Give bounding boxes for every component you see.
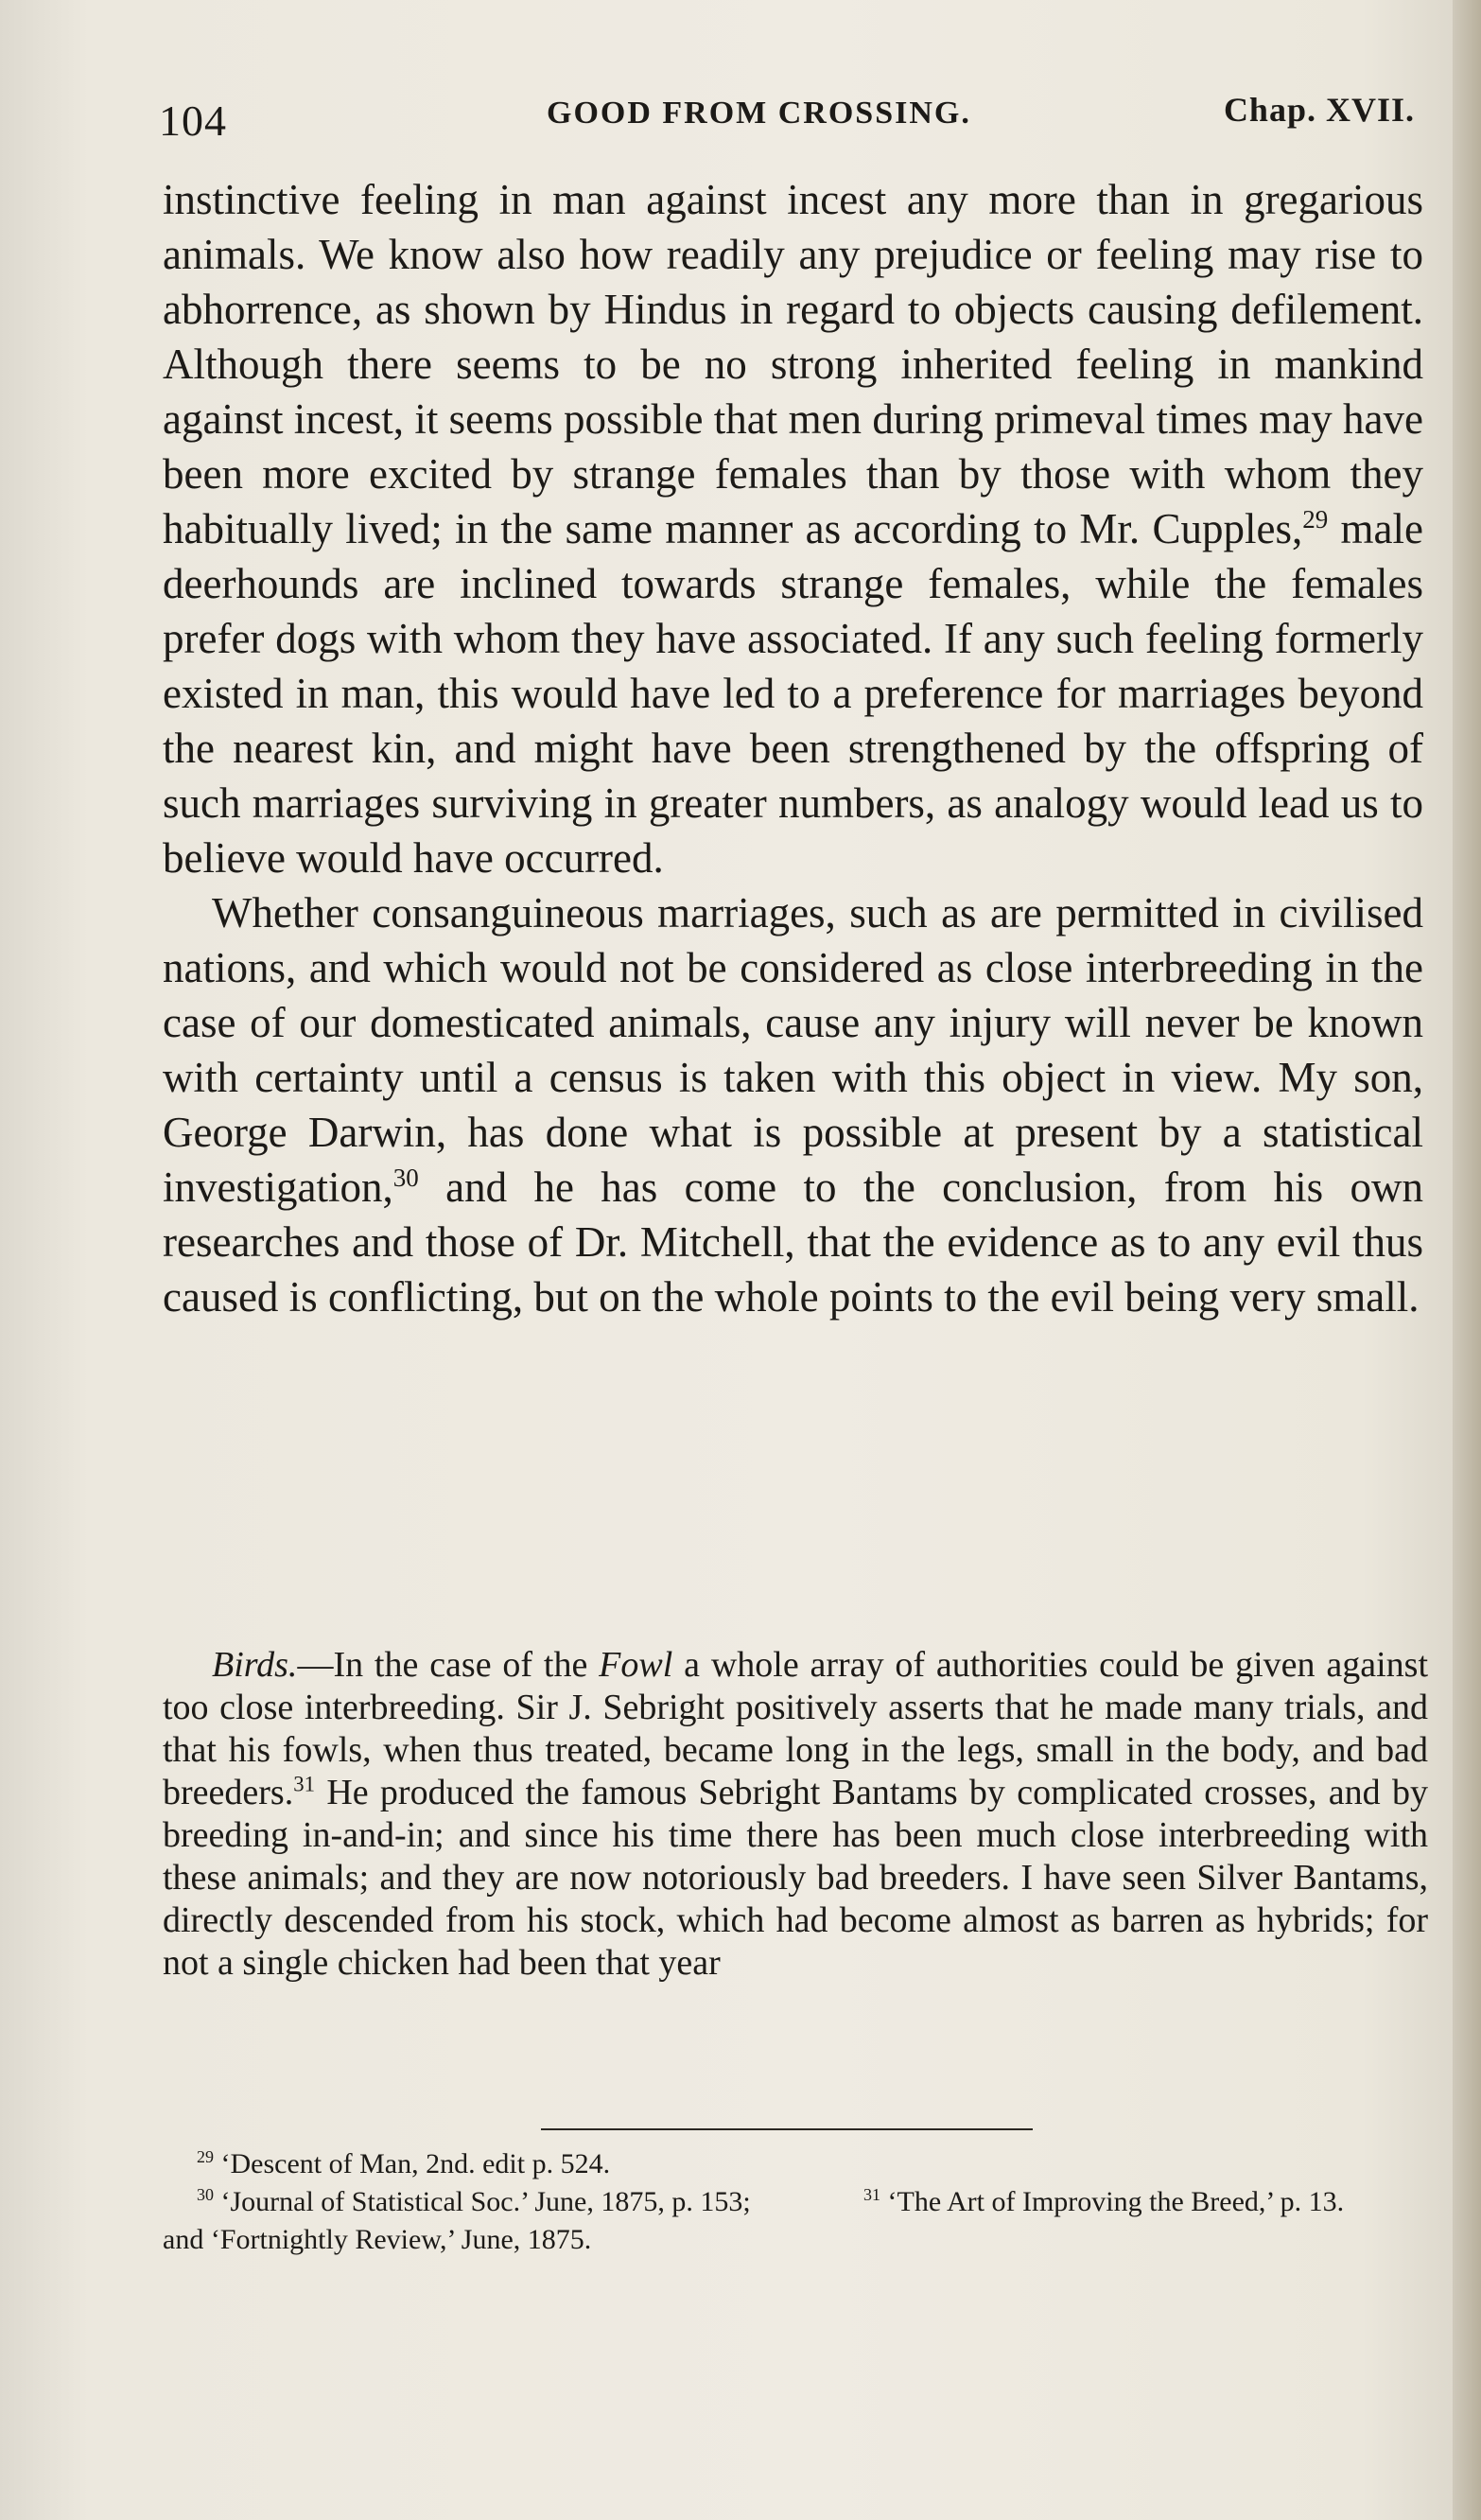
footnote-column-left (163, 2145, 758, 2259)
footnote-ref-29[interactable]: 29 (1302, 505, 1329, 534)
footnote-ref-31[interactable]: 31 (293, 1772, 315, 1796)
paragraph-text: a whole array of authorities could be given against too close interbreeding. Sir J. Sebright positively asserts that he made many trials, and that his fowls, when thus treated, became long in the legs, small in the body, and bad breeders. (163, 1645, 1429, 1812)
footnote-30 (163, 2183, 758, 2259)
paragraph (163, 1644, 1428, 1985)
paragraph (163, 885, 1423, 1324)
paragraph-text: Whether consanguineous marriages, such as are permitted in civilised nations, and which would not be considered as close interbreeding in the case of our domesticated animals, cause any injury will never be known with certainty until a census is taken with this object in view. My son, George Darwin, has done what is possible at present by a statistical investigation, (163, 889, 1423, 1211)
running-title: GOOD FROM CROSSING. (547, 96, 971, 131)
italic-term: Fowl (599, 1645, 673, 1685)
paragraph (163, 172, 1423, 885)
footnote-text: ‘The Art of Improving the Breed,’ p. 13. (880, 2186, 1345, 2217)
birds-section (163, 1644, 1428, 1985)
paragraph-text: and he has come to the conclusion, from his own researches and those of Dr. Mitchell, that the evidence as to any evil thus caused is conflicting, but on the whole points to the evil being very small. (163, 1164, 1423, 1321)
paragraph-text: instinctive feeling in man against incest any more than in gregarious animals. We know also how readily any prejudice or feeling may rise to abhorrence, as shown by Hindus in regard to objects causing defilement. Although there seems to be no strong inherited feeling in mankind against incest, it seems possible that men during primeval times may have been more excited by strange females than by those with whom they habitually lived; in the same manner as according to Mr. Cupples, (163, 176, 1423, 552)
paragraph-text: He produced the famous Sebright Bantams by complicated crosses, and by breeding in-and-in; and since his time there has been much close interbreeding with these animals; and they are now notoriously bad breeders. I have seen Silver Bantams, directly descended from his stock, which had become almost as barren as hybrids; for not a single chicken had been that year (163, 1773, 1428, 1983)
footnote-text: ‘Descent of Man, 2nd. edit p. 524. (214, 2148, 611, 2179)
footnote-29 (163, 2145, 758, 2183)
footnote-text: ‘Journal of Statistical Soc.’ June, 1875, p. 153; and ‘Fortnightly Review,’ June, 1875. (163, 2186, 751, 2255)
section-heading: Birds. (212, 1645, 298, 1685)
footnote-ref-30[interactable]: 30 (392, 1164, 419, 1192)
footnote-number: 30 (197, 2185, 214, 2204)
chapter-label: Chap. XVII. (1223, 91, 1415, 129)
page-header (159, 90, 1415, 156)
footnote-column-right (829, 2145, 1425, 2221)
paragraph-text: —In the case of the (297, 1645, 600, 1685)
footnote-rule (541, 2128, 1033, 2130)
paragraph-text: male deerhounds are inclined towards strange females, while the females prefer dogs with whom they have associated. If any such feeling formerly existed in man, this would have led to a preference for marriages beyond the nearest kin, and might have been strengthened by the offspring of such marriages surviving in greater numbers, as analogy would lead us to believe would have occurred. (163, 505, 1423, 882)
footnote-31 (829, 2183, 1425, 2221)
main-text (163, 172, 1423, 1324)
footnote-number: 31 (863, 2185, 880, 2204)
book-spine-shadow (1453, 0, 1481, 2520)
page-number: 104 (159, 96, 227, 145)
footnote-number: 29 (197, 2147, 214, 2166)
